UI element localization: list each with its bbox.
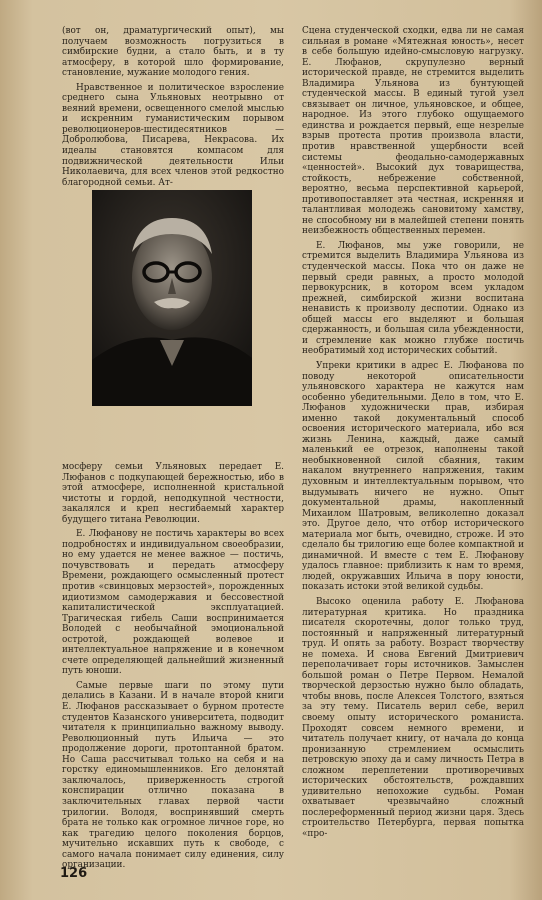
paragraph: Е. Люфанову не постичь характеры во всех подробностях и индивидуальном своеобразии, но ему удается не менее важное — постичь, почувствовать и передать атмосферу Времени, рождающего осмысленный протест против «свинцовых мерзостей», порожденных идиотизмом самодержавия и бессовестной капиталистической эксплуатацией. Трагическая гибель Саши воспринимается Володей с необычайной эмоциональной остротой, рождающей волевое и интеллектуальное напряжение и в конечном счете определяющей дальнейший жизненный путь юноши.: [62, 529, 284, 677]
paragraph: Е. Люфанов, мы уже говорили, не стремится выделить Владимира Ульянова из студенческой массы. Пока что он даже не первый среди равных, а просто молодой первокурсник, в котором всем укладом прежней, симбирской жизни воспитана ненависть к произволу деспотии. Однако из общей массы его выделяют и большая сдержанность, и большая сила убежденности, и стремление как можно глубже постичь необратимый ход исторических событий.: [302, 240, 524, 357]
paragraph: Нравственное и политическое взросление среднего сына Ульяновых неотрывно от веяний времени, освещенного смелой мыслью и искренним гуманистическим порывом революционеров-шестидесятников — Добролюбова, Писарева, Некрасова. Их идеалы становятся компасом для подвижнической деятельности Ильи Николаевича, для всех членов этой редкостно благородной семьи. Ат-: [62, 82, 284, 188]
paragraph: Упреки критики в адрес Е. Люфанова по поводу некоторой описательности ульяновского характера не кажутся нам особенно убедительными. Дело в том, что Е. Люфанов художнически прав, избирая именно такой документальный способ освоения исторического материала, ибо вся жизнь Ленина, каждый, даже самый маленький ее отрезок, наполнены такой необыкновенной силой сбаяния, таким накалом внутреннего напряжения, таким духовным и интеллектуальным порывом, что выдумывать ничего не нужно. Опыт документальной драмы, накопленный Михаилом Шатровым, великолепно доказал это. Другое дело, что отбор исторического материала мог быть, очевидно, строже. И это сделало бы трилогию еще более компактной и динамичной. И вместе с тем Е. Люфанову удалось главное: приблизить к нам то время, людей, окружавших Ильича в пору юности, показать истоки этой великой судьбы.: [302, 360, 524, 593]
paragraph: Самые первые шаги по этому пути делались в Казани. И в начале второй книги Е. Люфанов рассказывает о бурном протесте студентов Казанского университета, подводит читателя к принципиально важному выводу. Революционный путь Ильича — это продолжение дороги, протоптанной братом. Но Саша рассчитывал только на себя и на горстку единомышленников. Его делонятай заключалось, приверженность строгой конспирации отлично показана в заключительных главах первой части трилогии. Володя, воспринявший смерть брата не только как огромное личное горе, но как трагедию целого поколения борцов, мучительно искавших путь к свободе, с самого начала понимает силу единения, силу организации.: [62, 680, 284, 871]
portrait-block: [62, 190, 284, 458]
right-column: [302, 26, 524, 844]
left-column-bottom-text: [62, 462, 284, 871]
left-column-top-text: [62, 26, 284, 190]
page-number: 126: [60, 866, 88, 881]
paragraph: Сцена студенческой сходки, едва ли не самая сильная в романе «Мятежная юность», несет в себе большую идейно-смысловую нагрузку. Е. Люфанов, скрупулезно верный исторической правде, не стремится выделить Владимира Ульянова из бунтующей студенческой массы. В единый тугой узел связывает он личное, ульяновское, и общее, народное. Из этого глубоко ощущаемого единства и рождается первый, еще незрелые взрыв протеста против произвола власти, против нравственной ущербности всей системы феодально-самодержавных «ценностей». Высокий дух товарищества, стойкость, небрежение собственной, вероятно, весьма перспективной карьерой, противопоставляет эта честная, искренняя и талантливая молодежь сановитому хамству, не способному ни в малейшей степени понять неизбежность общественных перемен.: [302, 26, 524, 237]
portrait-photo-icon: [92, 190, 252, 406]
left-column: [62, 26, 284, 875]
paragraph: Высоко оценила работу Е. Люфанова литературная критика. Но праздника писателя скоротечны, долог только труд, постоянный и напряженный литературный труд. И опять за работу. Возраст творчеству не помеха. И снова Евгений Дмитриевич переполачивает горы источников. Замыслен большой роман о Петре Первом. Немалой творческой дерзостью нужно было обладать, чтобы вновь, после Алексея Толстого, взяться за эту тему. Писатель верил себе, верил своему опыту исторического романиста. Проходят совсем немного времени, и читатель получает книгу, от начала до конца пронизанную стремлением осмыслить петровскую эпоху да и саму личность Петра в сложном переплетении противоречивых исторических обстоятельств, рождавших удивительно непохожие судьбы. Роман охватывает чрезвычайно сложный послереформенный период жизни царя. Здесь строительство Петербурга, первая попытка «про-: [302, 596, 524, 840]
portrait-photo: [92, 190, 252, 406]
paragraph: мосферу семьи Ульяновых передает Е. Люфанов с подкупающей бережностью, ибо в этой атмосфере, исполненной кристальной чистоты и гордой, неподкупной честности, закалялся и креп несгибаемый характер будущего титана Революции.: [62, 462, 284, 525]
paragraph: (вот он, драматургический опыт), мы получаем возможность погрузиться в симбирские будни, а стало быть, и в ту атмосферу, в которой шло формирование, становление, мужание молодого гения.: [62, 26, 284, 79]
